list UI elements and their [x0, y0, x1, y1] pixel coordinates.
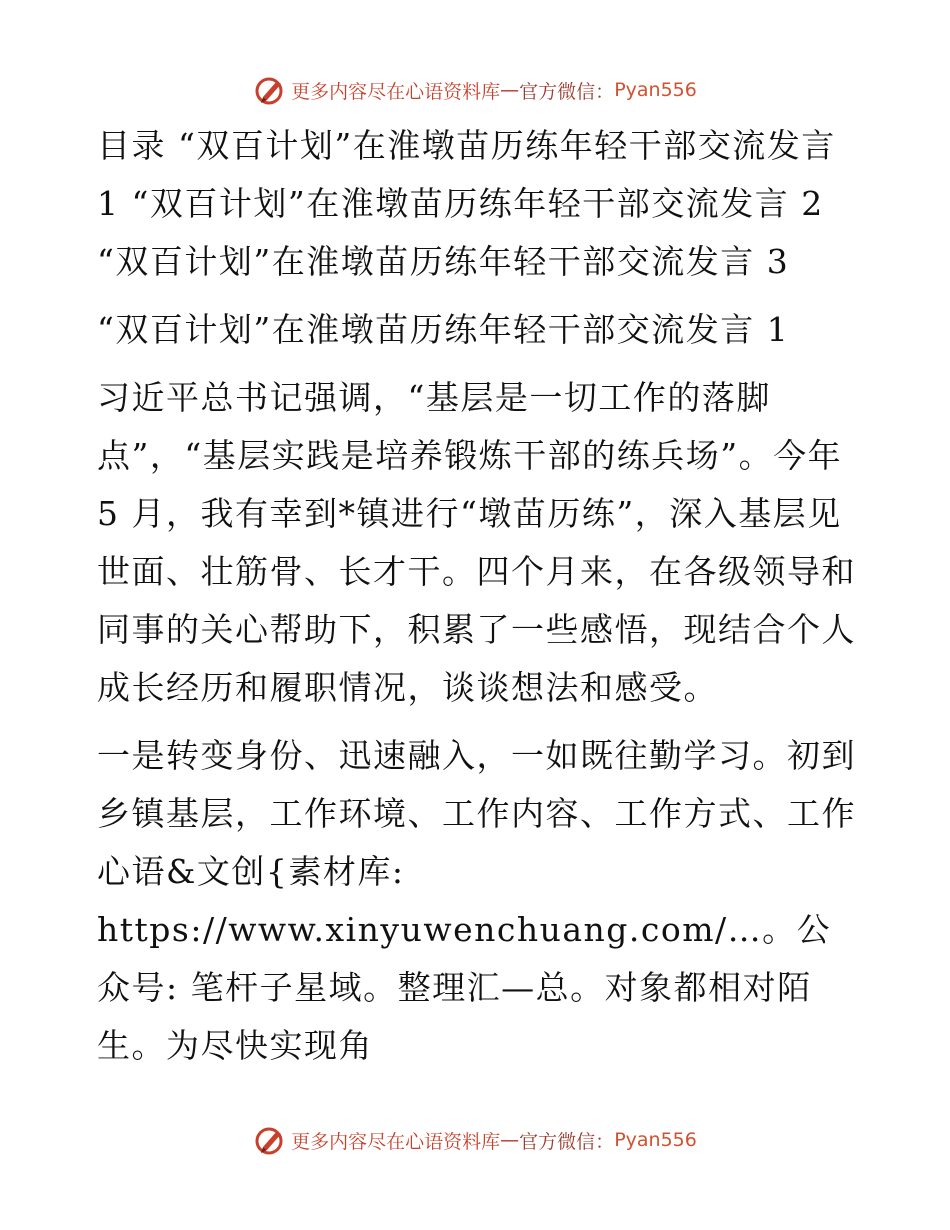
- section-heading: “双百计划”在淮墩苗历练年轻干部交流发言 1: [97, 310, 790, 349]
- watermark-dash: —: [500, 79, 520, 101]
- pen-logo-icon: [253, 73, 287, 107]
- toc-paragraph: 目录 “双百计划”在淮墩苗历练年轻干部交流发言 1 “双百计划”在淮墩苗历练年轻干部交流发言 2 “双百计划”在淮墩苗历练年轻干部交流发言 3: [97, 126, 836, 281]
- body-paragraph: 习近平总书记强调，“基层是一切工作的落脚点”，“基层实践是培养锻炼干部的练兵场”。今年 5 月，我有幸到*镇进行“墩苗历练”，深入基层见世面、壮筋骨、长才干。四个月来，在各级领导和同事的关心帮助下，积累了一些感悟，现结合个人成长经历和履职情况，谈谈想法和感受。: [97, 378, 856, 707]
- pen-logo-icon: [253, 1123, 287, 1157]
- watermark-banner-bottom: [0, 1120, 950, 1160]
- watermark-contact-label: 官方微信：: [519, 80, 615, 103]
- watermark-main-text: 更多内容尽在心语资料库: [291, 80, 501, 103]
- watermark-wechat-id: Pyan556: [614, 1129, 697, 1151]
- document-body: [97, 117, 857, 1075]
- body-paragraph: 一是转变身份、迅速融入，一如既往勤学习。初到乡镇基层，工作环境、工作内容、工作方式、工作心语&文创{素材库: https://www.xinyuwenchuang.com/…。公众号: 笔杆子星域。整理汇—总。对象都相对陌生。为尽快实现角: [97, 736, 856, 1065]
- watermark-main-text: 更多内容尽在心语资料库: [291, 1130, 501, 1153]
- watermark-contact-label: 官方微信：: [519, 1130, 615, 1153]
- watermark-banner-top: [0, 70, 950, 110]
- watermark-wechat-id: Pyan556: [614, 79, 697, 101]
- watermark-dash: —: [500, 1129, 520, 1151]
